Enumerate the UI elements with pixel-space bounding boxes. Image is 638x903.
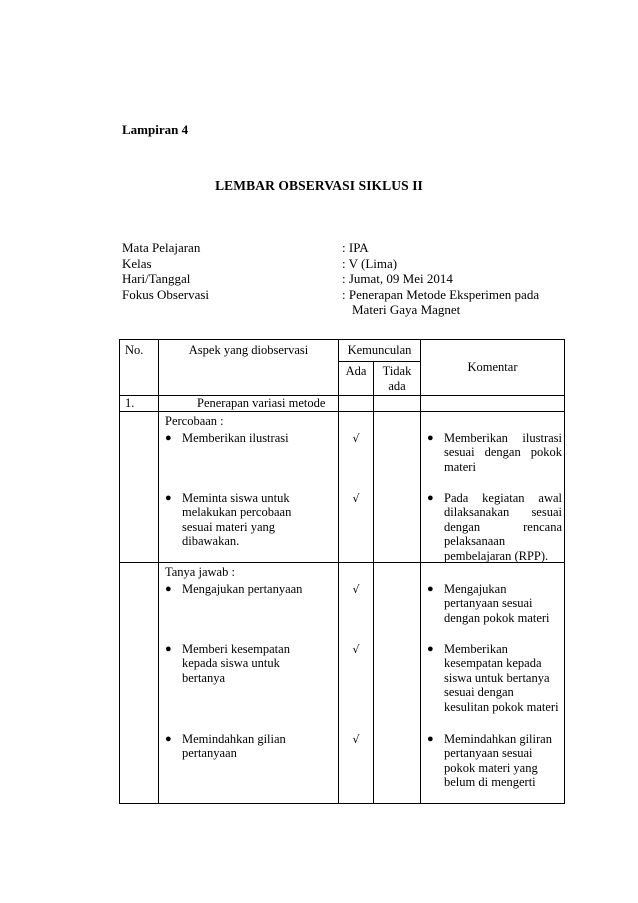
info-value: : IPA xyxy=(342,240,369,255)
bullet-icon: ● xyxy=(165,582,172,595)
info-row-hari-tanggal xyxy=(122,271,572,287)
check-mark: √ xyxy=(352,491,360,505)
cell-komentar xyxy=(421,562,565,803)
aspek-text: Memberi kesempatan kepada siswa untuk bertanya xyxy=(182,641,290,685)
bullet-icon: ● xyxy=(427,431,434,444)
list-item xyxy=(165,431,335,446)
section-title: Percobaan : xyxy=(165,413,224,428)
komentar-text: Memindahkan giliran pertanyaan sesuai pokok materi yang belum di mengerti xyxy=(444,731,552,789)
komentar-text: Memberikan ilustrasi sesuai dengan pokok materi xyxy=(444,430,562,474)
cell-aspek xyxy=(159,562,339,803)
info-value: : V (Lima) xyxy=(342,255,398,271)
info-label: Hari/Tanggal xyxy=(122,271,191,286)
list-item xyxy=(427,491,562,564)
check-mark: √ xyxy=(352,642,360,656)
info-row-mata-pelajaran xyxy=(122,240,572,256)
info-row-kelas xyxy=(122,256,572,272)
cell-tidak xyxy=(374,396,421,412)
header-tidak-ada: Tidak ada xyxy=(374,362,421,396)
cell-komentar xyxy=(421,396,565,412)
table-row xyxy=(120,396,565,412)
list-item xyxy=(427,732,562,790)
bullet-icon: ● xyxy=(165,732,172,745)
info-section xyxy=(122,240,572,318)
header-kemunculan: Kemunculan xyxy=(339,340,421,362)
section-title: Tanya jawab : xyxy=(165,564,235,579)
header-ada: Ada xyxy=(339,362,374,396)
aspek-text: Mengajukan pertanyaan xyxy=(182,581,303,596)
info-label: Fokus Observasi xyxy=(122,286,210,302)
lampiran-label: Lampiran 4 xyxy=(122,122,189,137)
bullet-icon: ● xyxy=(427,582,434,595)
cell-ada xyxy=(339,396,374,412)
cell-komentar xyxy=(421,411,565,562)
header-aspek: Aspek yang diobservasi xyxy=(159,340,339,396)
list-item xyxy=(427,642,562,715)
cell-ada xyxy=(339,411,374,562)
check-mark: √ xyxy=(352,732,360,746)
cell-ada xyxy=(339,562,374,803)
list-item xyxy=(165,642,335,686)
list-item xyxy=(427,582,562,626)
cell-no xyxy=(120,562,159,803)
row-aspek: Penerapan variasi metode xyxy=(159,396,339,412)
bullet-icon: ● xyxy=(427,732,434,745)
list-item xyxy=(165,732,335,761)
bullet-icon: ● xyxy=(427,642,434,655)
bullet-icon: ● xyxy=(427,491,434,504)
table-row-percobaan xyxy=(120,411,565,562)
komentar-text: Pada kegiatan awal dilaksanakan sesuai dengan rencana pelaksanaan pembelajaran (RPP). xyxy=(444,490,562,563)
aspek-text: Meminta siswa untuk melakukan percobaan sesuai materi yang dibawakan. xyxy=(182,490,292,548)
cell-aspek xyxy=(159,411,339,562)
komentar-text: Memberikan kesempatan kepada siswa untuk bertanya sesuai dengan kesulitan pokok materi xyxy=(444,641,559,714)
cell-no xyxy=(120,411,159,562)
header-komentar: Komentar xyxy=(421,340,565,396)
info-value: : Jumat, 09 Mei 2014 xyxy=(342,271,453,286)
table-row-tanya-jawab xyxy=(120,562,565,803)
cell-tidak xyxy=(374,562,421,803)
header-no: No. xyxy=(120,340,159,396)
aspek-text: Memberikan ilustrasi xyxy=(182,430,289,445)
check-mark: √ xyxy=(352,431,360,445)
bullet-icon: ● xyxy=(165,491,172,504)
list-item xyxy=(427,431,562,475)
bullet-icon: ● xyxy=(165,431,172,444)
info-row-fokus-observasi xyxy=(122,287,572,303)
list-item xyxy=(165,582,335,597)
info-value-continuation: Materi Gaya Magnet xyxy=(352,302,461,317)
aspek-text: Memindahkan gilian pertanyaan xyxy=(182,731,286,760)
check-mark: √ xyxy=(352,582,360,596)
info-value: : Penerapan Metode Eksperimen pada xyxy=(342,286,540,302)
list-item xyxy=(165,491,335,549)
info-label: Kelas xyxy=(122,255,152,271)
cell-tidak xyxy=(374,411,421,562)
info-label: Mata Pelajaran xyxy=(122,240,201,255)
bullet-icon: ● xyxy=(165,642,172,655)
observation-table xyxy=(119,339,565,804)
document-title: LEMBAR OBSERVASI SIKLUS II xyxy=(215,178,423,193)
komentar-text: Mengajukan pertanyaan sesuai dengan pokok materi xyxy=(444,581,550,625)
row-number: 1. xyxy=(120,396,159,412)
